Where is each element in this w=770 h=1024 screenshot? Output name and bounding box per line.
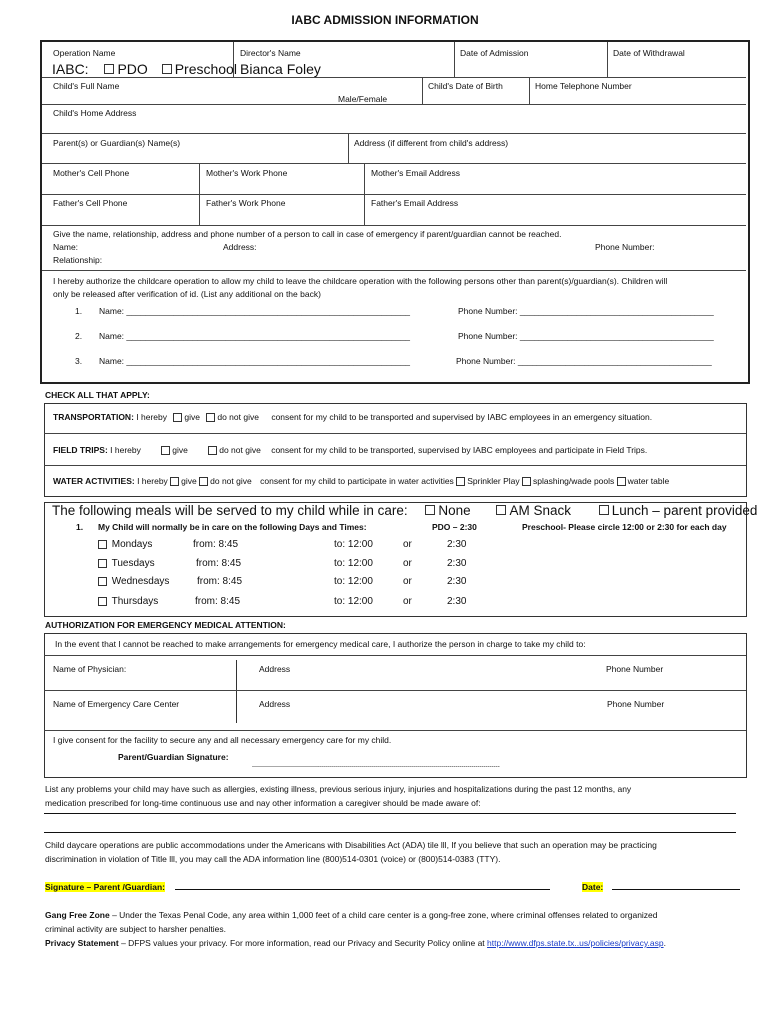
pickup-3-name[interactable]: Name: ____________________________________________________________ [99,356,411,366]
child-full-name-label: Child's Full Name [53,81,120,91]
date-label: Date: [582,882,604,892]
sprinkler-checkbox[interactable] [456,477,465,486]
thursday-from: from: 8:45 [195,596,241,607]
day-wednesday: Wednesdays [98,576,169,587]
authorize-text-line2: only be released after verification of id. (List any additional on the back) [53,289,321,299]
medical-consent: I give consent for the facility to secure any and all necessary emergency care for my child. [53,735,392,745]
thursday-alt: 2:30 [447,596,467,607]
problems-line-1[interactable] [44,813,736,814]
guardian-signature-line[interactable]: ---------------------------------------------------------------------------------------------------------------------------- [252,764,500,770]
physician-phone-label: Phone Number [606,664,664,674]
tuesday-to: to: 12:00 [334,558,373,569]
emergency-intro: Give the name, relationship, address and phone number of a person to call in case of emergency if parent/guardian cannot be reached. [53,229,562,239]
tuesday-checkbox[interactable] [98,559,107,568]
meal-am-snack-checkbox[interactable] [496,505,506,515]
gang-free-zone-line2: criminal activity are subject to harsher penalties. [45,924,226,934]
day-thursday: Thursdays [98,596,158,607]
date-line[interactable] [612,889,740,890]
authorize-text-line1: I hereby authorize the childcare operation to allow my child to leave the childcare operation with the following persons other than parent(s)/guardian(s). Children will [53,276,668,286]
home-phone-label: Home Telephone Number [535,81,632,91]
ada-text-line2: discrimination in violation of Title lll, you may call the ADA information line (800)514-0301 (voice) or (800)514-0383 (TTY). [45,854,501,864]
mother-cell-label: Mother's Cell Phone [53,168,130,178]
field-trips-do-not-give-checkbox[interactable] [208,446,217,455]
privacy-link[interactable]: http://www.dfps.state.tx..us/policies/privacy.asp [487,938,664,948]
problems-text-line1: List any problems your child may have such as allergies, existing illness, previous serious injury, injuries and hospitalizations during the past 12 months, any [45,784,632,794]
monday-to: to: 12:00 [334,539,373,550]
thursday-to: to: 12:00 [334,596,373,607]
problems-line-2[interactable] [44,832,736,833]
privacy-statement: Privacy Statement – DFPS values your privacy. For more information, read our Privacy and Security Policy online at http://www.dfps.state.tx..us/policies/privacy.asp. [45,938,666,948]
thursday-or: or [403,596,412,607]
child-dob-label: Child's Date of Birth [428,81,503,91]
transportation-do-not-give-checkbox[interactable] [206,413,215,422]
pickup-3-num: 3. [75,356,83,366]
director-name-label: Director's Name [240,48,301,58]
pickup-1-name[interactable]: Name: ____________________________________________________________ [99,306,411,316]
tuesday-alt: 2:30 [447,558,467,569]
wednesday-alt: 2:30 [447,576,467,587]
iabc-label: IABC: [52,61,89,77]
physician-address-label: Address [259,664,291,674]
date-admission-label: Date of Admission [460,48,529,58]
iabc-program-select [52,61,237,77]
meal-lunch-checkbox[interactable] [599,505,609,515]
pickup-3-phone[interactable]: Phone Number: _________________________________________ [456,356,712,366]
pickup-1-num: 1. [75,306,83,316]
monday-or: or [403,539,412,550]
signature-line[interactable] [175,889,550,890]
care-center-address-label: Address [259,699,291,709]
monday-from: from: 8:45 [193,539,239,550]
child-home-address-label: Child's Home Address [53,108,137,118]
parents-names-label: Parent(s) or Guardian(s) Name(s) [53,138,181,148]
pickup-2-num: 2. [75,331,83,341]
tuesday-from: from: 8:45 [196,558,242,569]
signature-label: Signature – Parent /Guardian: [45,882,165,892]
field-trips-give-checkbox[interactable] [161,446,170,455]
mother-work-label: Mother's Work Phone [206,168,288,178]
ada-text-line1: Child daycare operations are public accommodations under the Americans with Disabilities Act (ADA) tile lll, If you believe that such an operation may be practicing [45,840,657,850]
problems-text-line2: medication prescribed for long-time continuous use and nay other information a caregiver should be made aware of: [45,798,481,808]
male-female-label: Male/Female [338,94,388,104]
wednesday-or: or [403,576,412,587]
operation-name-label: Operation Name [53,48,116,58]
wednesday-checkbox[interactable] [98,577,107,586]
emergency-name-label: Name: [53,242,79,252]
mother-email-label: Mother's Email Address [371,168,461,178]
date-withdrawal-label: Date of Withdrawal [613,48,685,58]
care-center-label: Name of Emergency Care Center [53,699,180,709]
director-name: Bianca Foley [240,61,321,77]
address-if-different-label: Address (if different from child's address) [354,138,509,148]
water-activities-row: WATER ACTIVITIES: I hereby give do not give consent for my child to participate in water activities Sprinkler Play splashing/wade pools water table [53,476,670,486]
care-center-phone-label: Phone Number [607,699,665,709]
pickup-1-phone[interactable]: Phone Number: _________________________________________ [458,306,714,316]
monday-checkbox[interactable] [98,540,107,549]
preschool-checkbox[interactable] [162,64,172,74]
thursday-checkbox[interactable] [98,597,107,606]
splashing-checkbox[interactable] [522,477,531,486]
father-cell-label: Father's Cell Phone [53,198,128,208]
physician-label: Name of Physician: [53,664,127,674]
pdo-time: PDO – 2:30 [432,522,477,532]
emergency-address-label: Address: [223,242,257,252]
page-title: IABC ADMISSION INFORMATION [291,13,479,27]
preschool-label: Preschool [174,61,237,77]
emergency-phone-label: Phone Number: [595,242,655,252]
pickup-2-phone[interactable]: Phone Number: _________________________________________ [458,331,714,341]
field-trips-row: FIELD TRIPS: I hereby give do not give consent for my child to be transported, supervised by IABC employees and participate in Field Trips. [53,445,648,455]
emergency-relationship-label: Relationship: [53,255,103,265]
father-email-label: Father's Email Address [371,198,459,208]
day-monday: Mondays [98,539,152,550]
medical-heading: AUTHORIZATION FOR EMERGENCY MEDICAL ATTENTION: [45,620,286,630]
wednesday-to: to: 12:00 [334,576,373,587]
day-tuesday: Tuesdays [98,558,155,569]
wednesday-from: from: 8:45 [197,576,243,587]
transportation-give-checkbox[interactable] [173,413,182,422]
water-table-checkbox[interactable] [617,477,626,486]
pdo-label: PDO [117,61,148,77]
meals-heading-row: The following meals will be served to my child while in care: None AM Snack Lunch – parent provided [52,503,758,518]
tuesday-or: or [403,558,412,569]
water-give-checkbox[interactable] [170,477,179,486]
guardian-signature-label: Parent/Guardian Signature: [118,752,229,762]
days-heading: My Child will normally be in care on the following Days and Times: [98,522,367,532]
check-all-heading: CHECK ALL THAT APPLY: [45,390,150,400]
monday-alt: 2:30 [447,539,467,550]
pdo-checkbox[interactable] [104,64,114,74]
gang-free-zone: Gang Free Zone – Under the Texas Penal Code, any area within 1,000 feet of a child care center is a gong-free zone, where criminal offenses related to organized [45,910,658,920]
pickup-2-name[interactable]: Name: ____________________________________________________________ [99,331,411,341]
days-num: 1. [76,522,84,532]
medical-intro: In the event that I cannot be reached to make arrangements for emergency medical care, I authorize the person in charge to take my child to: [55,639,586,649]
preschool-note: Preschool- Please circle 12:00 or 2:30 for each day [522,522,727,532]
transportation-row: TRANSPORTATION: I hereby give do not give consent for my child to be transported and supervised by IABC employees in an emergency situation. [53,412,653,422]
father-work-label: Father's Work Phone [206,198,286,208]
water-do-not-give-checkbox[interactable] [199,477,208,486]
meal-none-checkbox[interactable] [425,505,435,515]
